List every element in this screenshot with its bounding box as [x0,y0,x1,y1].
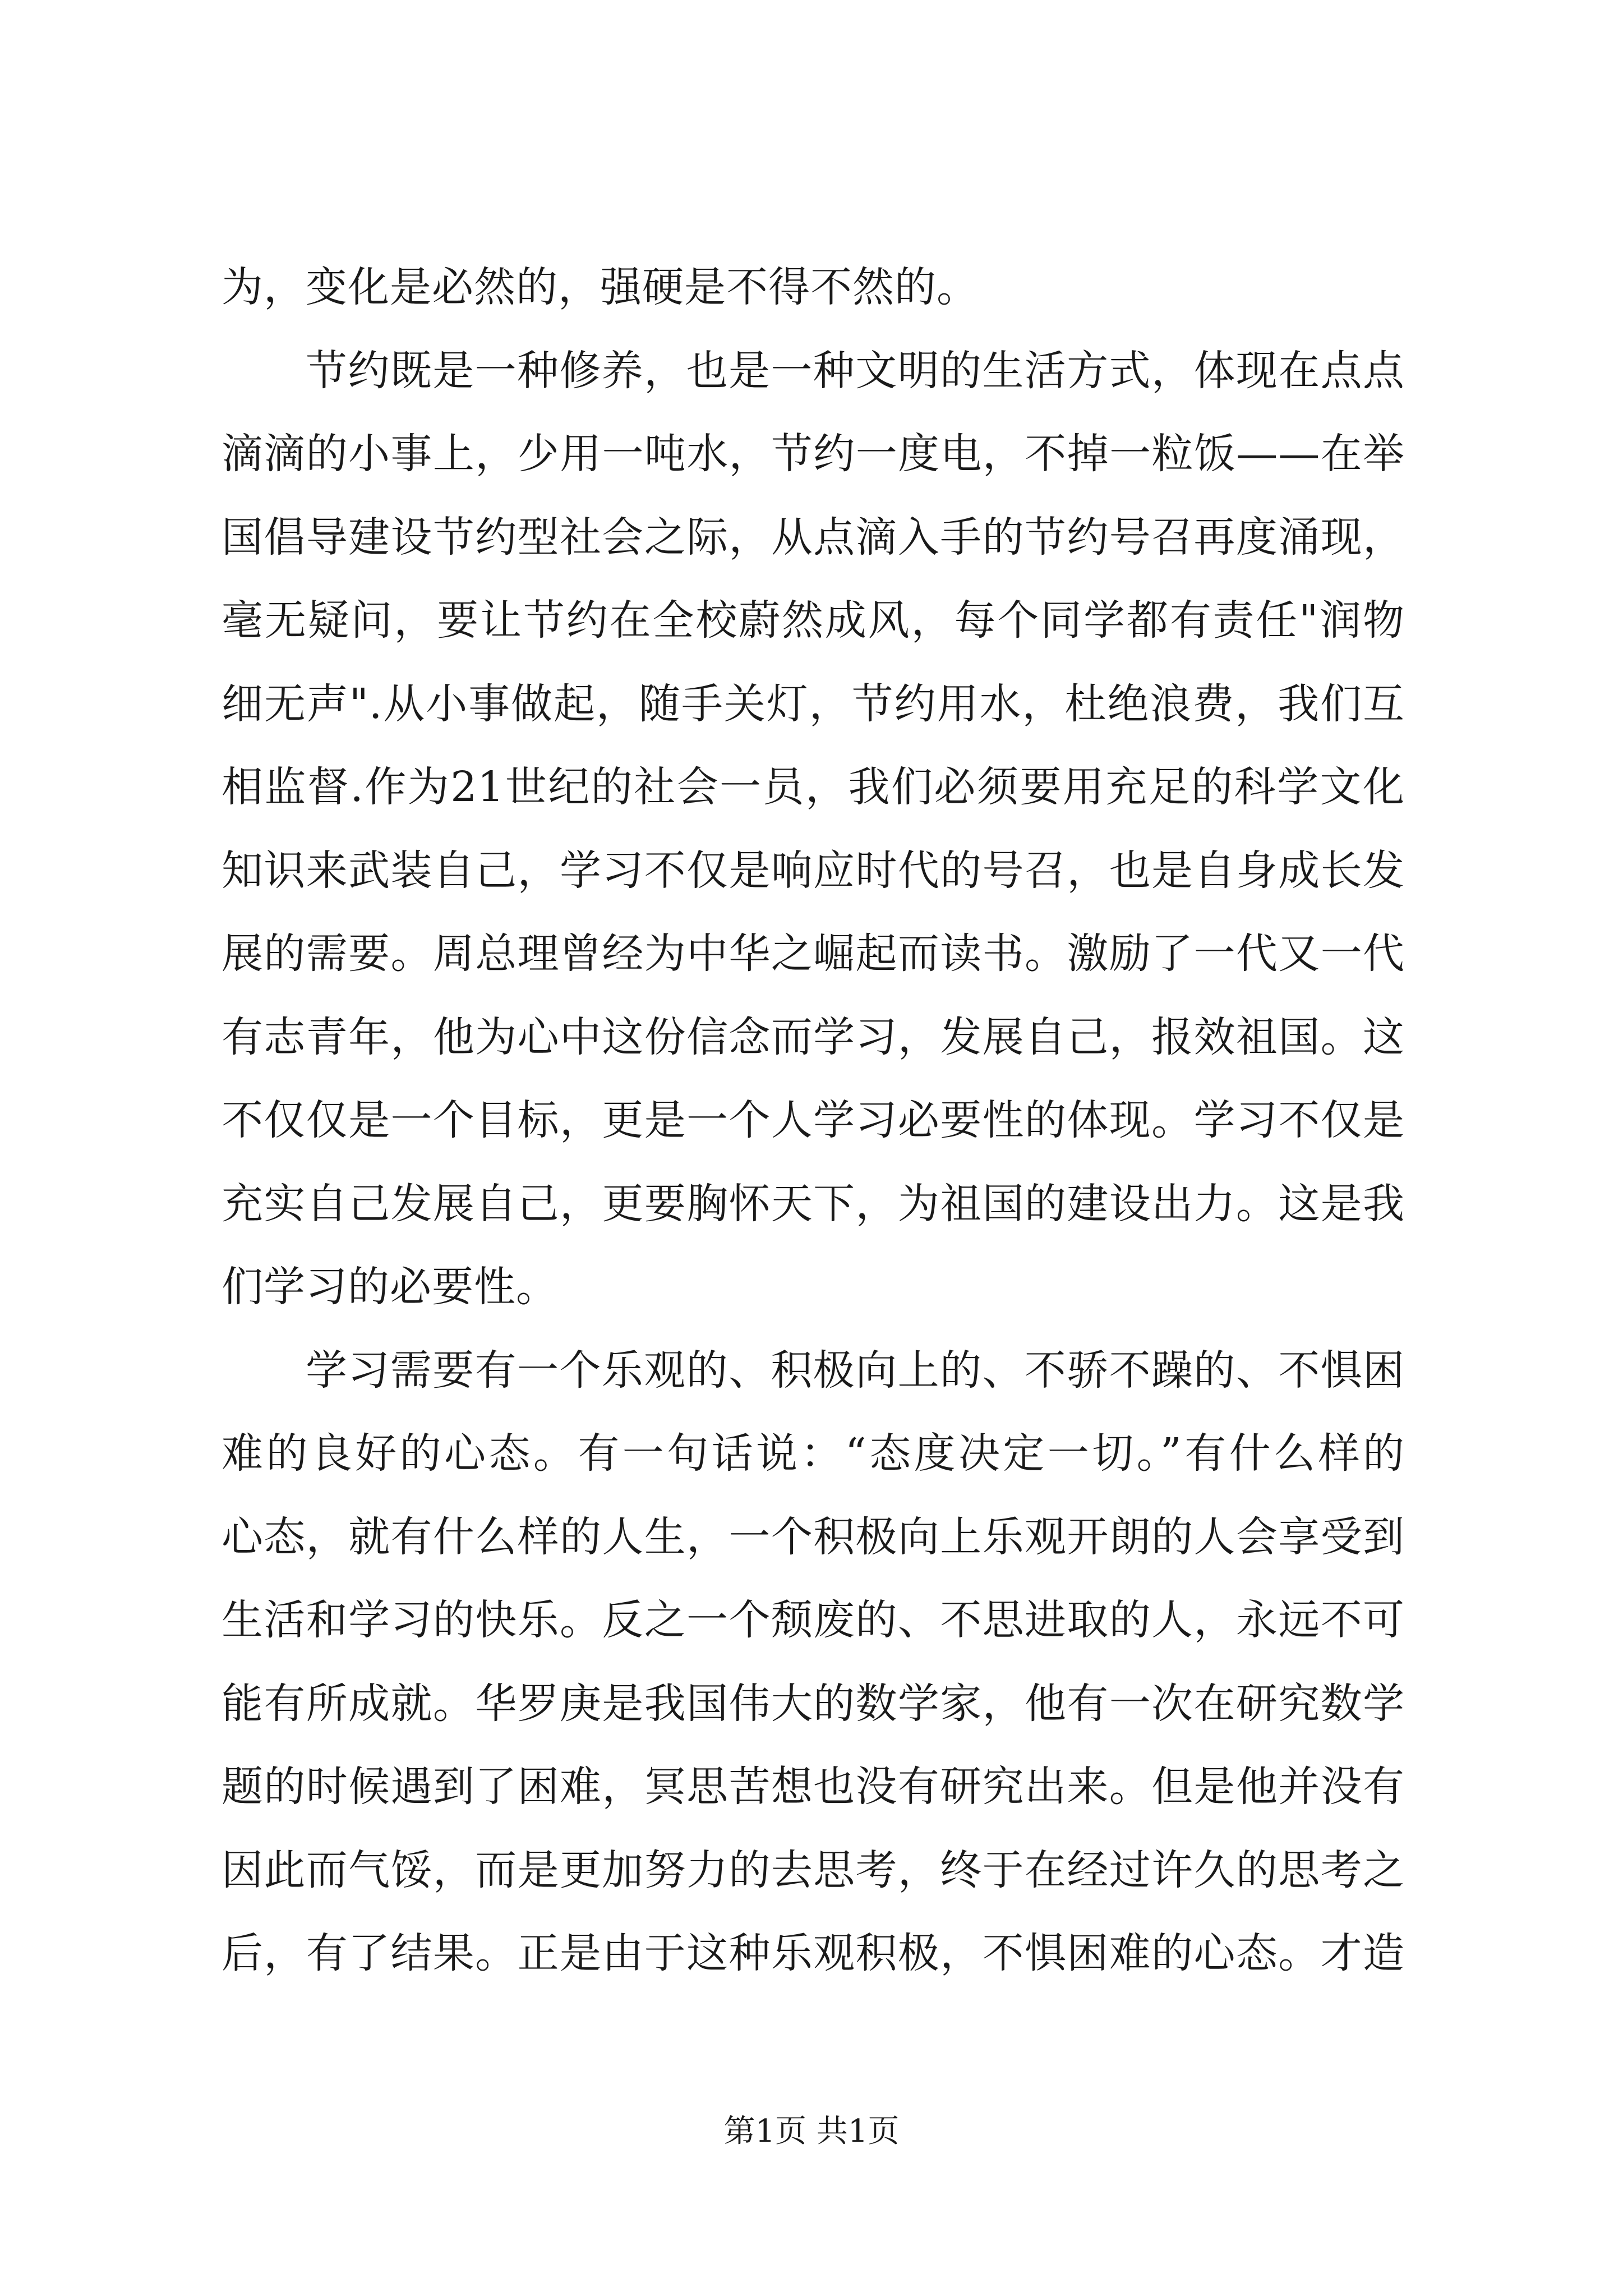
text-line: 滴滴的小事上，少用一吨水，节约一度电，不掉一粒饭——在举 [222,430,1405,478]
text-line: 相监督.作为21世纪的社会一员，我们必须要用充足的科学文化 [222,763,1405,811]
document-body [222,246,1405,1995]
text-line: 因此而气馁，而是更加努力的去思考，终于在经过许久的思考之 [222,1846,1405,1894]
text-line: 学习需要有一个乐观的、积极向上的、不骄不躁的、不惧困 [306,1346,1405,1395]
text-line: 为，变化是必然的，强硬是不得不然的。 [222,263,979,311]
text-line: 有志青年，他为心中这份信念而学习，发展自己，报效祖国。这 [222,1013,1405,1061]
page-footer: 第1页 共1页 [723,2113,900,2150]
text-line: 心态，就有什么样的人生，一个积极向上乐观开朗的人会享受到 [222,1512,1405,1561]
text-line: 展的需要。周总理曾经为中华之崛起而读书。激励了一代又一代 [222,930,1405,978]
text-line: 不仅仅是一个目标，更是一个人学习必要性的体现。学习不仅是 [222,1096,1405,1144]
text-line: 国倡导建设节约型社会之际，从点滴入手的节约号召再度涌现， [222,513,1405,562]
text-line: 们学习的必要性。 [222,1263,558,1311]
text-line: 生活和学习的快乐。反之一个颓废的、不思进取的人，永远不可 [222,1596,1405,1644]
text-line: 后，有了结果。正是由于这种乐观积极，不惧困难的心态。才造 [222,1929,1405,1977]
text-line: 细无声".从小事做起，随手关灯，节约用水，杜绝浪费，我们互 [222,679,1405,728]
text-line: 能有所成就。华罗庚是我国伟大的数学家，他有一次在研究数学 [222,1679,1405,1728]
text-line: 充实自己发展自己，更要胸怀天下，为祖国的建设出力。这是我 [222,1179,1405,1228]
text-line: 难的良好的心态。有一句话说：“态度决定一切。”有什么样的 [222,1429,1405,1478]
text-line: 节约既是一种修养，也是一种文明的生活方式，体现在点点 [306,346,1405,395]
text-line: 题的时候遇到了困难，冥思苦想也没有研究出来。但是他并没有 [222,1763,1405,1811]
text-line: 毫无疑问，要让节约在全校蔚然成风，每个同学都有责任"润物 [222,596,1405,645]
text-line: 知识来武装自己，学习不仅是响应时代的号召，也是自身成长发 [222,846,1405,895]
